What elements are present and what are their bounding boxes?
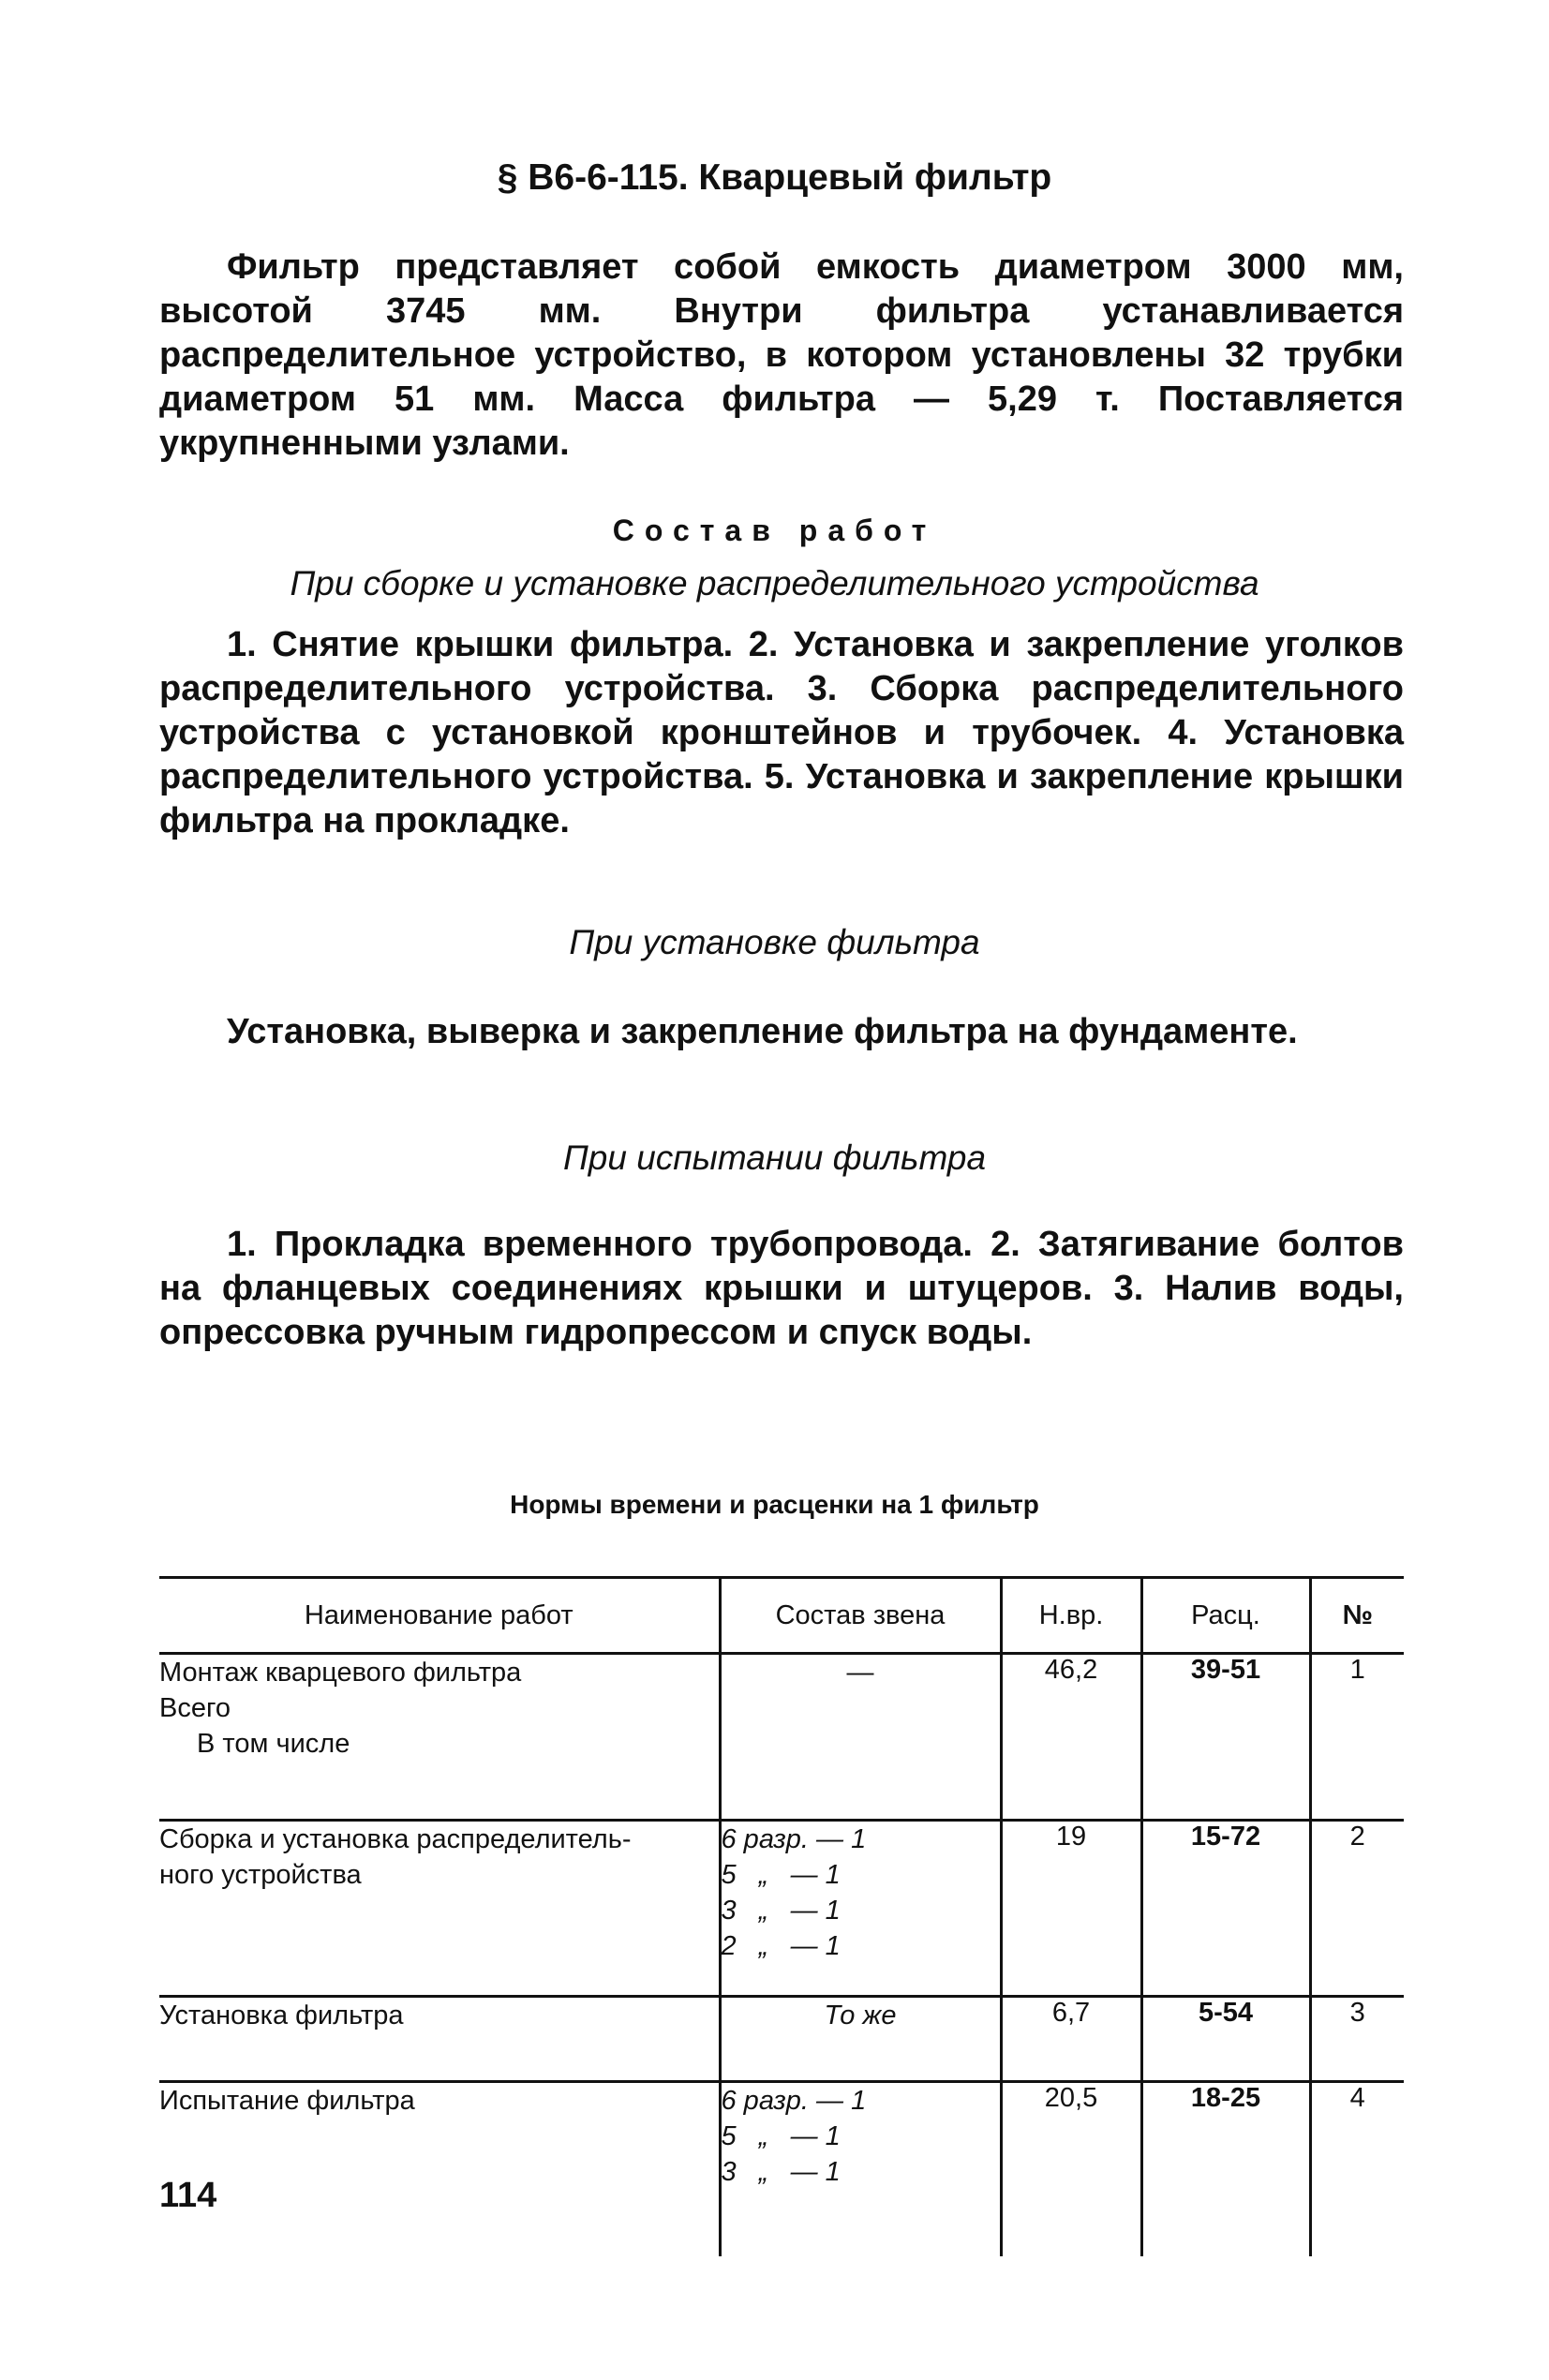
crew-line: То же <box>824 2001 897 2030</box>
section-title: § В6-6-115. Кварцевый фильтр <box>497 157 1052 198</box>
table-row <box>159 1654 1404 1821</box>
crew-line: 5 „ — 1 <box>721 2121 841 2151</box>
rate-value: 15-72 <box>1190 1822 1261 1852</box>
block-text-testing: 1. Прокладка временного трубопровода. 2. Затягивание болтов на фланцевых соединениях крышки и штуцеров. 3. Налив воды, опрессовка ручным гидропрессом и спуск воды. <box>159 1225 1404 1352</box>
header-work-name: Наименование работ <box>159 1578 720 1654</box>
work-name-line: Всего <box>159 1693 231 1723</box>
block-text-assembly: 1. Снятие крышки фильтра. 2. Установка и закрепление уголков распределительного устройства. 3. Сборка распределительного устройства с установкой кронштейнов и трубочек. 4. Установка распределительного устройства. 5. Установка и закрепление крышки фильтра на прокладке. <box>159 625 1404 840</box>
crew-line: 3 „ — 1 <box>721 1896 841 1926</box>
row-time-norm: 20,5 <box>1001 2082 1141 2257</box>
crew-line: — <box>846 1658 874 1688</box>
row-work-name <box>159 2082 720 2257</box>
work-name-line: Установка фильтра <box>159 2001 404 2030</box>
row-work-name <box>159 1654 720 1821</box>
header-crew: Состав звена <box>720 1578 1001 1654</box>
work-name-line: Сборка и установка распределитель- <box>159 1824 632 1854</box>
work-name-line: Монтаж кварцевого фильтра <box>159 1658 522 1688</box>
header-rate: Расц. <box>1141 1578 1310 1654</box>
table-row <box>159 1821 1404 1997</box>
page-number: 114 <box>159 2176 217 2215</box>
row-rate <box>1141 1654 1310 1821</box>
row-work-name <box>159 1821 720 1997</box>
row-rate <box>1141 1821 1310 1997</box>
row-time-norm: 6,7 <box>1001 1997 1141 2082</box>
block-heading-installation: При установке фильтра <box>569 923 980 961</box>
row-number: 3 <box>1349 1998 1365 2028</box>
table-row <box>159 2082 1404 2257</box>
row-work-name <box>159 1997 720 2082</box>
work-name-line: В том числе <box>197 1729 350 1759</box>
rate-value: 39-51 <box>1190 1655 1261 1685</box>
rate-value: 18-25 <box>1190 2083 1261 2113</box>
row-time-norm: 19 <box>1001 1821 1141 1997</box>
row-crew <box>720 2082 1001 2257</box>
norms-table <box>159 1576 1404 2256</box>
row-number: 2 <box>1349 1822 1365 1852</box>
row-rate <box>1141 1997 1310 2082</box>
block-heading-testing: При испытании фильтра <box>562 1138 987 1177</box>
crew-line: 6 разр. — 1 <box>721 2086 867 2116</box>
header-number: № <box>1342 1599 1373 1630</box>
work-name-line: Испытание фильтра <box>159 2086 415 2116</box>
crew-line: 5 „ — 1 <box>721 1860 841 1890</box>
crew-line: 3 „ — 1 <box>721 2157 841 2187</box>
table-row <box>159 1997 1404 2082</box>
rate-value: 5-54 <box>1198 1998 1254 2028</box>
row-crew <box>720 1821 1001 1997</box>
row-number: 4 <box>1349 2083 1365 2113</box>
row-rate <box>1141 2082 1310 2257</box>
work-name-line: ного устройства <box>159 1860 362 1890</box>
work-heading: Состав работ <box>612 513 937 547</box>
intro-paragraph: Фильтр представляет собой емкость диаметром 3000 мм, высотой 3745 мм. Внутри фильтра устанавливается распределительное устройство, в котором установлены 32 трубки диаметром 51 мм. Масса фильтра — 5,29 т. Поставляется укрупненными узлами. <box>159 247 1404 463</box>
crew-line: 2 „ — 1 <box>721 1931 841 1961</box>
table-header-row <box>159 1578 1404 1654</box>
row-crew <box>720 1997 1001 2082</box>
row-time-norm: 46,2 <box>1001 1654 1141 1821</box>
crew-line: 6 разр. — 1 <box>721 1824 867 1854</box>
block-text-installation: Установка, выверка и закрепление фильтра на фундаменте. <box>227 1012 1298 1051</box>
table-title: Нормы времени и расценки на 1 фильтр <box>510 1490 1039 1519</box>
header-time-norm: Н.вр. <box>1001 1578 1141 1654</box>
row-number: 1 <box>1349 1655 1365 1685</box>
row-crew <box>720 1654 1001 1821</box>
block-heading-assembly: При сборке и установке распределительного устройства <box>290 564 1259 602</box>
